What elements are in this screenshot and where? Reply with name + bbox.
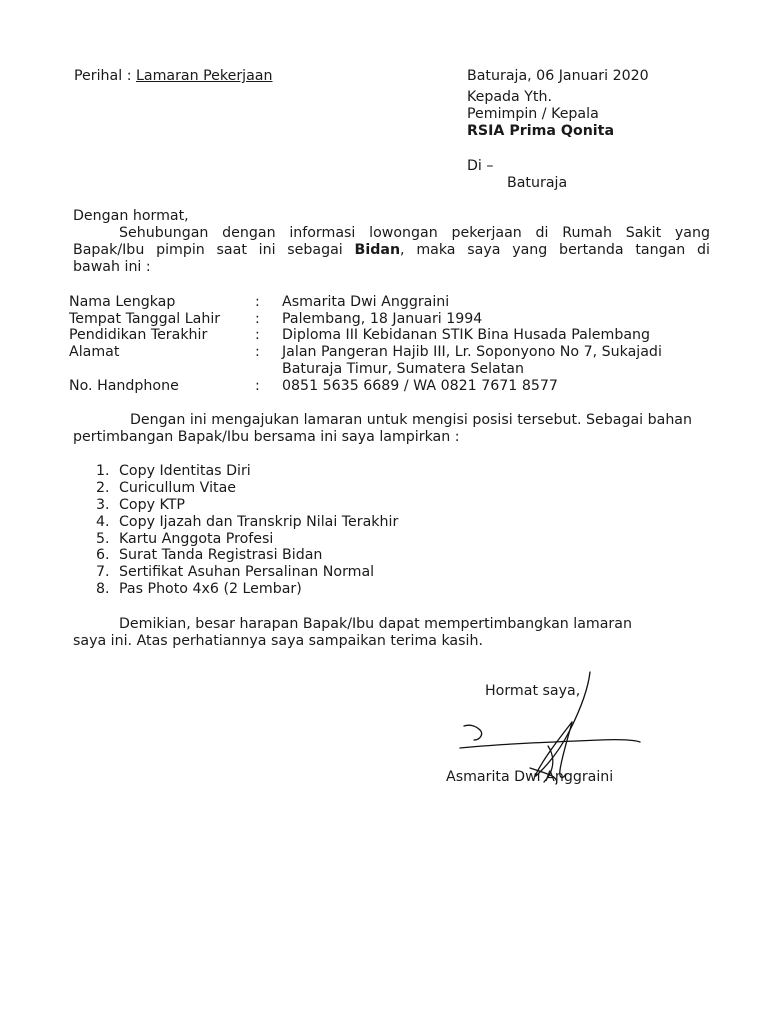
greeting: Dengan hormat, [73, 208, 189, 224]
application-line1: Dengan ini mengajukan lamaran untuk mengisi posisi tersebut. Sebagai bahan [130, 412, 692, 428]
identity-value: Asmarita Dwi Anggraini [282, 294, 450, 310]
signoff-regards: Hormat saya, [485, 683, 581, 699]
recipient-org: RSIA Prima Qonita [467, 123, 615, 139]
identity-colon: : [255, 378, 260, 394]
identity-label: No. Handphone [69, 378, 179, 394]
perihal-label: Perihal : [74, 68, 136, 84]
identity-label: Tempat Tanggal Lahir [69, 311, 221, 327]
closing-line1: Demikian, besar harapan Bapak/Ibu dapat mempertimbangkan lamaran [119, 616, 632, 632]
place-date: Baturaja, 06 Januari 2020 [467, 68, 649, 84]
list-item-number: 1. [96, 463, 110, 479]
signoff-name: Asmarita Dwi Anggraini [446, 769, 614, 785]
list-item: Copy KTP [119, 497, 185, 513]
list-item-number: 6. [96, 547, 110, 563]
identity-value: Palembang, 18 Januari 1994 [282, 311, 483, 327]
identity-label: Pendidikan Terakhir [69, 327, 208, 343]
list-item-number: 4. [96, 514, 110, 530]
list-item: Copy Ijazah dan Transkrip Nilai Terakhir [119, 514, 399, 530]
identity-value-cont: Baturaja Timur, Sumatera Selatan [282, 361, 524, 377]
list-item: Pas Photo 4x6 (2 Lembar) [119, 581, 302, 597]
list-item-number: 7. [96, 564, 110, 580]
perihal [74, 68, 273, 85]
identity-value: Jalan Pangeran Hajib III, Lr. Soponyono No 7, Sukajadi [282, 344, 662, 360]
intro-line2: Bapak/Ibu pimpin saat ini sebagai Bidan, maka saya yang bertanda tangan di [73, 242, 710, 258]
identity-value: 0851 5635 6689 / WA 0821 7671 8577 [282, 378, 558, 394]
identity-colon: : [255, 294, 260, 310]
recipient-city: Baturaja [507, 175, 568, 191]
list-item-number: 8. [96, 581, 110, 597]
identity-label: Nama Lengkap [69, 294, 176, 310]
intro-line3: bawah ini : [73, 259, 151, 275]
list-item: Sertifikat Asuhan Persalinan Normal [119, 564, 375, 580]
position-bidan: Bidan [354, 242, 401, 258]
recipient-line2: Pemimpin / Kepala [467, 106, 599, 122]
recipient-di: Di – [467, 158, 494, 174]
identity-colon: : [255, 344, 260, 360]
list-item: Surat Tanda Registrasi Bidan [119, 547, 323, 563]
perihal-value: Lamaran Pekerjaan [135, 68, 273, 84]
identity-colon: : [255, 311, 260, 327]
list-item-number: 3. [96, 497, 110, 513]
application-line2: pertimbangan Bapak/Ibu bersama ini saya lampirkan : [73, 429, 460, 445]
recipient-line1: Kepada Yth. [467, 89, 552, 105]
list-item: Curicullum Vitae [119, 480, 236, 496]
identity-label: Alamat [69, 344, 120, 360]
list-item-number: 2. [96, 480, 110, 496]
list-item: Copy Identitas Diri [119, 463, 251, 479]
closing-line2: saya ini. Atas perhatiannya saya sampaikan terima kasih. [73, 633, 483, 649]
list-item-number: 5. [96, 531, 110, 547]
identity-colon: : [255, 327, 260, 343]
intro-line1: Sehubungan dengan informasi lowongan pekerjaan di Rumah Sakit yang [119, 225, 710, 241]
identity-value: Diploma III Kebidanan STIK Bina Husada Palembang [282, 327, 651, 343]
list-item: Kartu Anggota Profesi [119, 531, 274, 547]
